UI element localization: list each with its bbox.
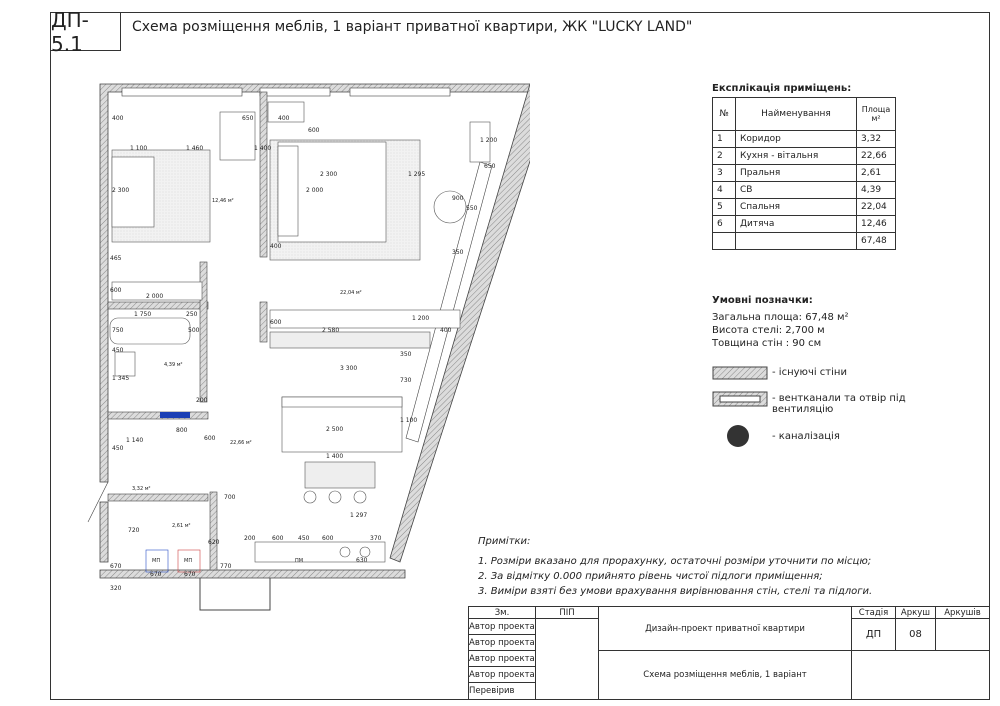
stamp-sheets-label: Аркушів [935,606,990,619]
ceiling-height: Висота стелі: 2,700 м [712,325,825,336]
dim: 670 [110,563,122,570]
dim: 370 [370,535,382,542]
cell-name: Дитяча [736,216,857,233]
dim: 1 345 [112,375,130,382]
legend-icons [712,366,770,448]
dim: 500 [188,327,200,334]
cell-name: СВ [736,182,857,199]
col-num: № [713,98,736,131]
cell-name: Коридор [736,131,857,148]
stamp-stage-label: Стадія [851,606,896,619]
table-row [713,165,896,182]
table-total-row [713,233,896,250]
stamp-org-cell [851,650,990,700]
room-area-laundry: 2,61 м² [172,523,191,529]
dim: 200 [196,397,208,404]
dim: 1 100 [130,145,148,152]
room-area-bedroom: 22,04 м² [340,290,362,296]
room-area-child: 12,46 м² [212,198,234,204]
dim: 670 [184,571,196,578]
stamp-pip: ПІП [535,606,599,619]
dim: 1 750 [134,311,152,318]
wall-thickness: Товщина стін : 90 см [712,338,822,349]
sheet-code: ДП- 5.1 [51,13,121,51]
cell-name: Кухня - вітальня [736,148,857,165]
cell-total: 67,48 [857,233,896,250]
dim: 1 297 [350,512,368,519]
dim: 2 300 [320,171,338,178]
col-name: Найменування [736,98,857,131]
dim: 1 400 [326,453,344,460]
title-block [468,606,990,700]
stamp-role: Перевірив [468,682,536,700]
dim: 750 [112,327,124,334]
dim: 400 [270,243,282,250]
dim: 630 [356,557,368,564]
note-1: 1. Розміри вказано для прорахунку, остаточні розміри уточнити по місцю; [478,556,872,567]
dim: 2 500 [326,426,344,433]
dim: 450 [112,445,124,452]
dim: 730 [400,377,412,384]
dim: 2 000 [146,293,164,300]
dim: 1 200 [412,315,430,322]
total-area: Загальна площа: 67,48 м² [712,312,849,323]
dim: 650 [242,115,254,122]
dim: 400 [440,327,452,334]
explication-title: Експлікація приміщень: [712,83,852,94]
vent-channel-icon [713,392,767,406]
stamp-sheet-name: Схема розміщення меблів, 1 варіант [598,650,852,700]
dim: 1 460 [186,145,204,152]
dim: 1 140 [126,437,144,444]
dim: 550 [466,205,478,212]
col-area: Площа м² [857,98,896,131]
room-area-bath: 4,39 м² [164,362,183,368]
cell-area: 3,32 [857,131,896,148]
cell-num: 3 [713,165,736,182]
sheet-title: Схема розміщення меблів, 1 варіант приватної квартири, ЖК "LUCKY LAND" [132,19,693,35]
stamp-role: Автор проекта [468,618,536,635]
dim: 400 [278,115,290,122]
cell-name: Пральня [736,165,857,182]
cell-area: 2,61 [857,165,896,182]
explication-table [712,97,896,250]
dim: 670 [150,571,162,578]
mp-label-1: МП [152,558,161,564]
legend-label-vent: - вентканали та отвір під вентиляцію [772,393,906,415]
existing-wall-hatch-icon [713,367,767,379]
dim: 900 [452,195,464,202]
cell-num: 4 [713,182,736,199]
cell-num: 2 [713,148,736,165]
cell-name: Спальня [736,199,857,216]
dim: 1 200 [480,137,498,144]
stamp-project: Дизайн-проект приватної квартири [598,606,852,651]
dim: 320 [110,585,122,592]
dim: 2 580 [322,327,340,334]
dim: 600 [204,435,216,442]
table-row [713,182,896,199]
notes-title: Примітки: [478,536,531,547]
dim: 720 [128,527,140,534]
cell-num: 6 [713,216,736,233]
stamp-sheet-no: 08 [895,618,936,651]
dim: 3 300 [340,365,358,372]
pm-label: ПМ [295,558,304,564]
legend-label-walls: - існуючі стіни [772,367,847,378]
dim: 450 [298,535,310,542]
dim: 770 [220,563,232,570]
dim: 450 [112,347,124,354]
legend-title: Умовні позначки: [712,295,813,306]
dim: 1 400 [254,145,272,152]
table-row [713,131,896,148]
child-room-furniture [112,112,255,300]
dim: 600 [308,127,320,134]
cell-area: 22,04 [857,199,896,216]
stamp-sheets-total [935,618,990,651]
dim: 600 [270,319,282,326]
room-area-corridor: 3,32 м² [132,486,151,492]
mp-label-2: МП [184,558,193,564]
table-row [713,199,896,216]
dim: 600 [272,535,284,542]
table-row [713,216,896,233]
dim: 1 295 [408,171,426,178]
cell-area: 12,46 [857,216,896,233]
dim: 650 [484,163,496,170]
dim: 800 [176,427,188,434]
stamp-sheet-label: Аркуш [895,606,936,619]
dim: 350 [452,249,464,256]
dim: 2 300 [112,187,130,194]
dim: 1 100 [400,417,418,424]
stamp-role: Автор проекта [468,650,536,667]
dim: 200 [244,535,256,542]
dim: 2 000 [306,187,324,194]
stamp-stage: ДП [851,618,896,651]
room-area-living: 22,66 м² [230,440,252,446]
dim: 700 [224,494,236,501]
floor-plan [60,62,530,622]
sewer-dot-icon [727,425,749,447]
dim: 400 [112,115,124,122]
dim: 600 [110,287,122,294]
cell-area: 22,66 [857,148,896,165]
stamp-role: Автор проекта [468,634,536,651]
dim: 600 [322,535,334,542]
dim: 465 [110,255,122,262]
stamp-role: Автор проекта [468,666,536,683]
dim: 350 [400,351,412,358]
note-3: 3. Виміри взяті без умови врахування вирівнювання стін, стелі та підлоги. [478,586,873,597]
dim: 250 [186,311,198,318]
table-row [713,148,896,165]
cell-num: 1 [713,131,736,148]
stamp-zm: Зм. [468,606,536,619]
dim: 620 [208,539,220,546]
cell-num: 5 [713,199,736,216]
legend-label-sewer: - каналізація [772,431,840,442]
note-2: 2. За відмітку 0.000 прийнято рівень чистої підлоги приміщення; [478,571,823,582]
cell-area: 4,39 [857,182,896,199]
stamp-names-cell [535,618,599,700]
